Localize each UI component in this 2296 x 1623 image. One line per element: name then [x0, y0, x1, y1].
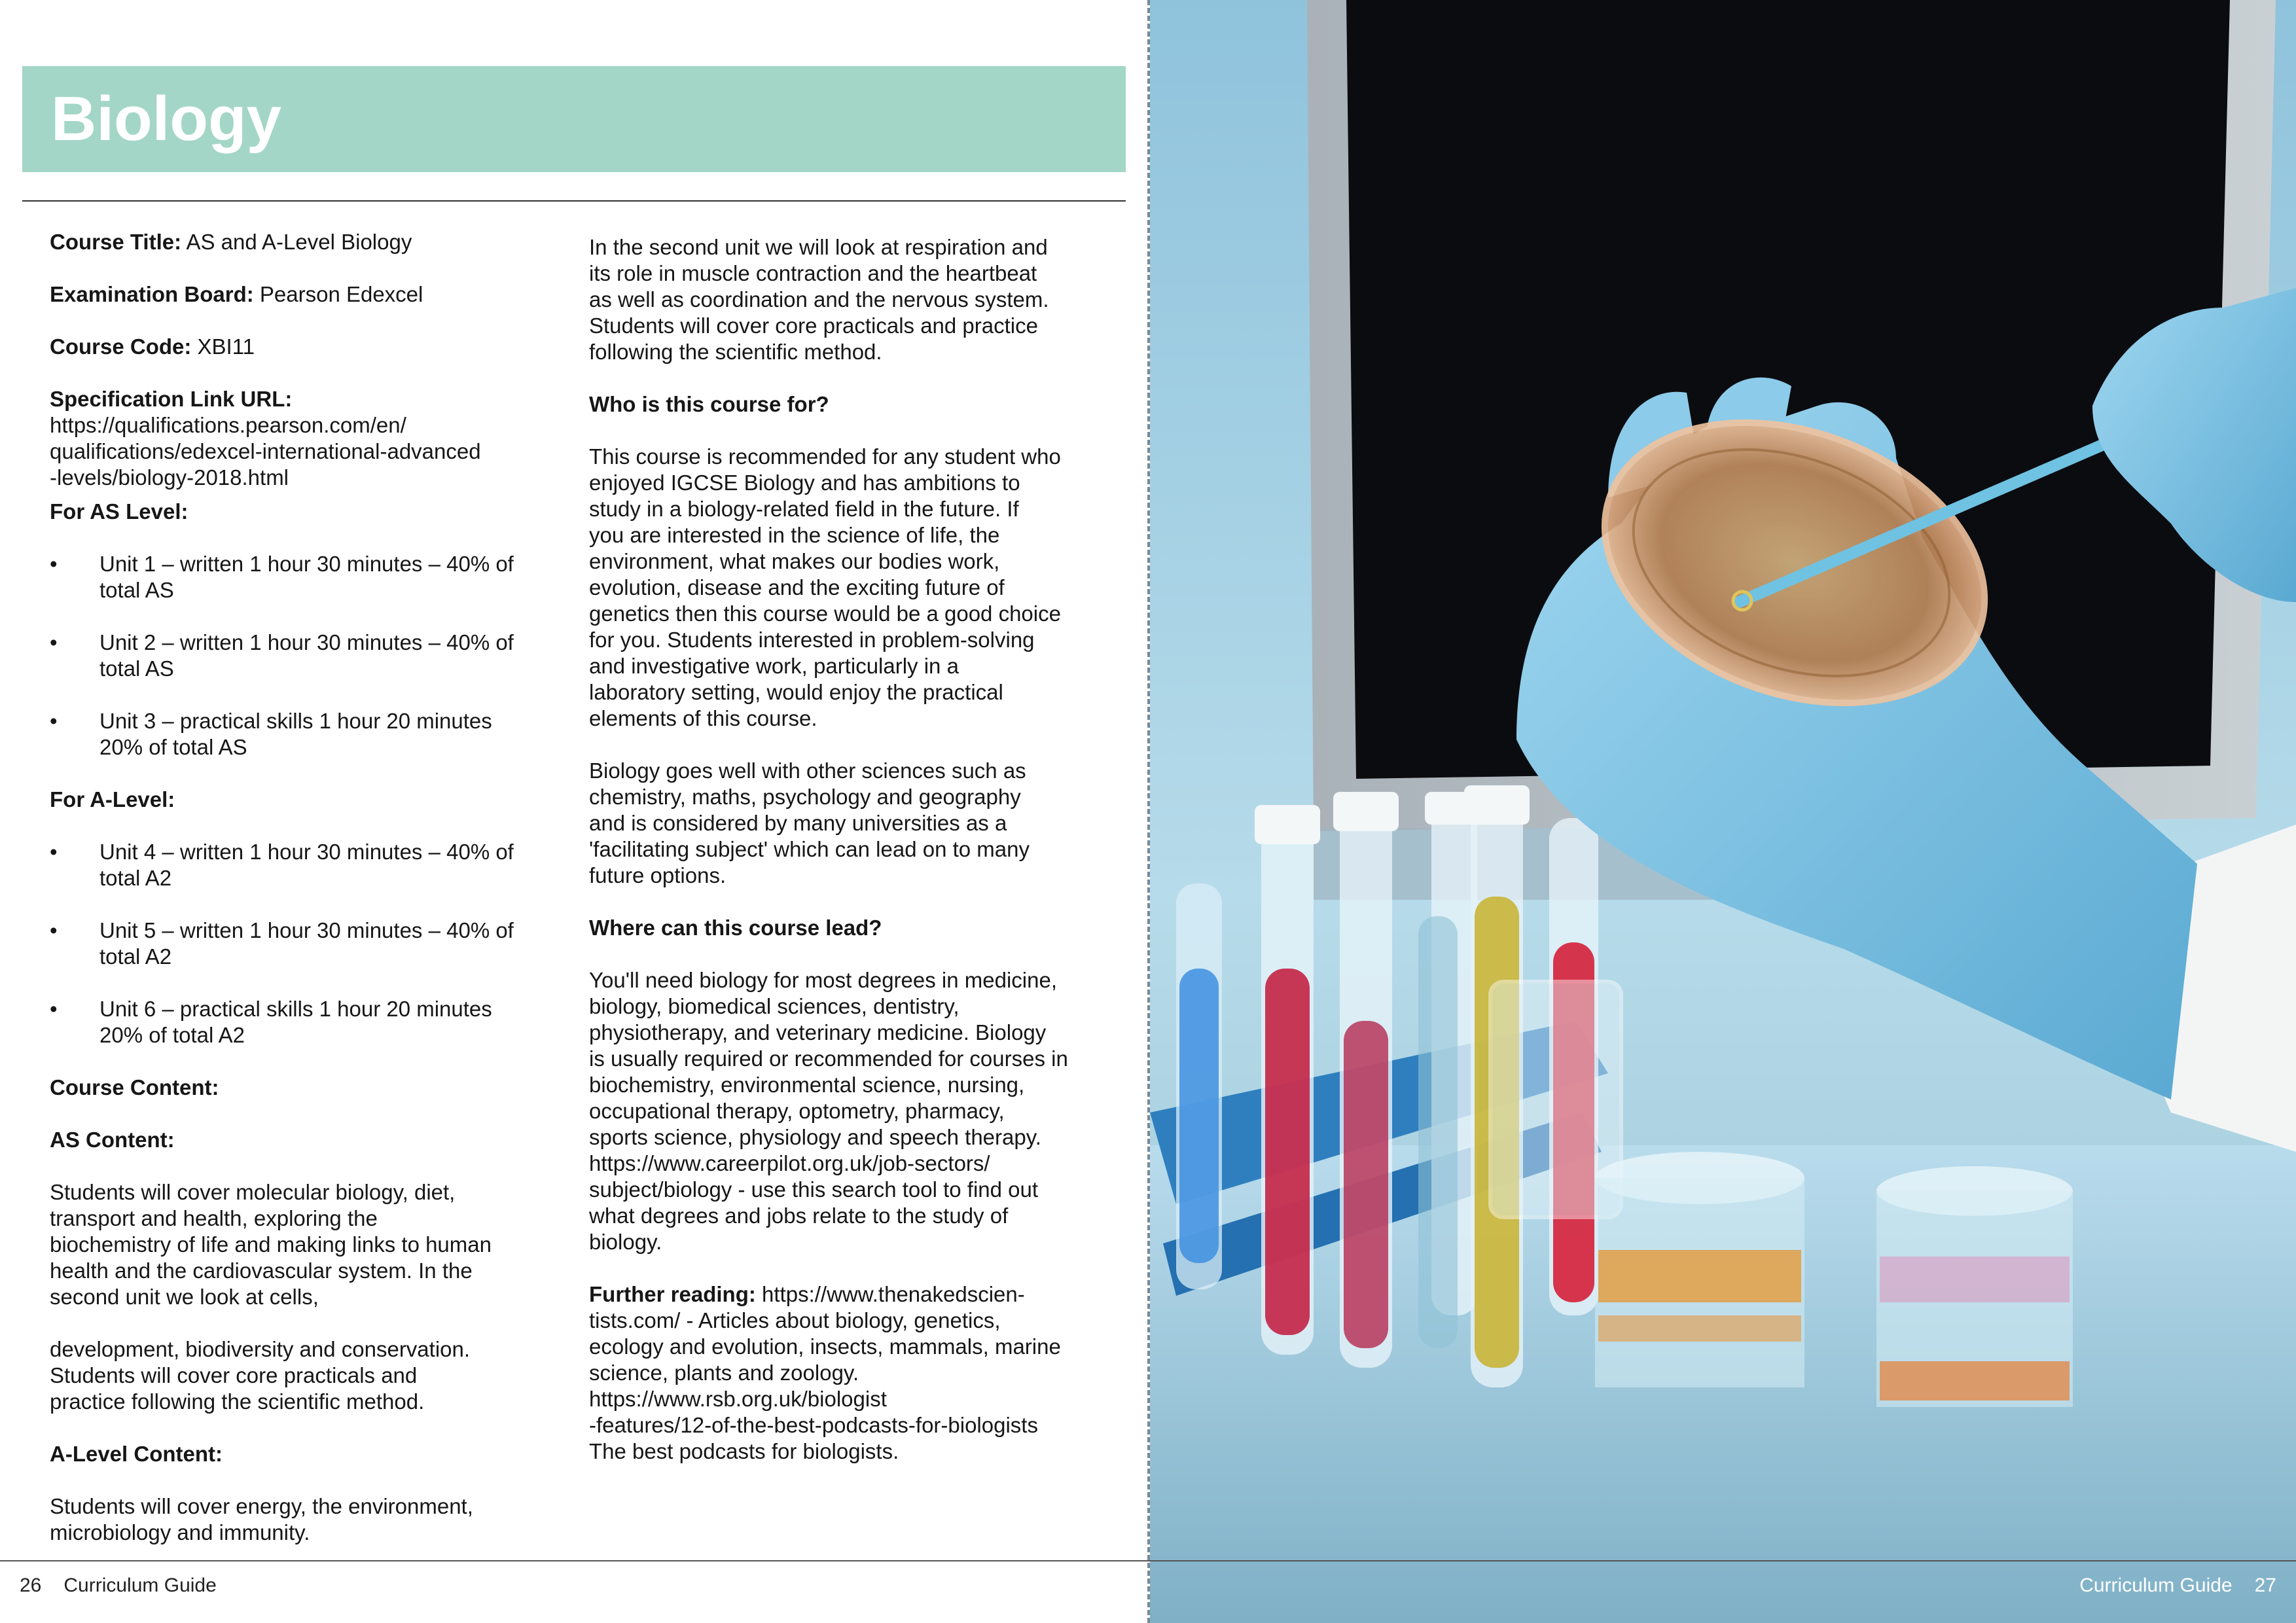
- a-unit-4-line1: Unit 4 – written 1 hour 30 minutes – 40% of: [99, 840, 514, 864]
- as-unit-item: [50, 630, 547, 682]
- as-content-paragraph-2: [50, 1336, 547, 1415]
- further-reading-label: Further reading:: [589, 1282, 756, 1306]
- footer-label-left: Curriculum Guide: [63, 1575, 217, 1596]
- text-line: practice following the scientific method.: [50, 1389, 425, 1414]
- text-line: elements of this course.: [589, 706, 817, 730]
- pink-medium: [1880, 1257, 2070, 1302]
- page-spread-divider: [1147, 0, 1150, 1623]
- top-divider: [22, 200, 1126, 202]
- orange-medium: [1598, 1315, 1801, 1342]
- text-line: is usually required or recommended for courses in: [589, 1046, 1068, 1071]
- text-line: science, plants and zoology.: [589, 1361, 859, 1385]
- lab-scientist-petri-dish-photo: [1150, 0, 2296, 1623]
- test-tube-liquid: [1265, 969, 1310, 1335]
- a-unit-6-line2: 20% of total A2: [99, 1023, 245, 1047]
- who-heading: Who is this course for?: [589, 392, 829, 416]
- bullet-icon: •: [50, 709, 58, 733]
- as-unit-3-line1: Unit 3 – practical skills 1 hour 20 minutes: [99, 709, 492, 733]
- text-line: sports science, physiology and speech therapy.: [589, 1125, 1041, 1149]
- text-line: you are interested in the science of life, the: [589, 523, 1000, 547]
- tube-cap: [1333, 792, 1399, 831]
- spec-link-block: [50, 386, 547, 491]
- course-title-value: AS and A-Level Biology: [181, 230, 412, 254]
- a-unit-item: [50, 839, 547, 891]
- text-line: health and the cardiovascular system. In the: [50, 1258, 473, 1283]
- text-line: and investigative work, particularly in a: [589, 654, 959, 678]
- test-tube-liquid: [1344, 1021, 1388, 1348]
- test-tube: [1418, 916, 1458, 1348]
- as-level-heading: For AS Level:: [50, 499, 188, 524]
- careerpilot-link[interactable]: https://www.careerpilot.org.uk/job-sectors/: [589, 1151, 990, 1175]
- course-code-label: Course Code:: [50, 334, 192, 359]
- title-band: [22, 66, 1126, 172]
- text-line: for you. Students interested in problem-solving: [589, 628, 1035, 652]
- intro-paragraph: [589, 234, 1113, 365]
- naked-scientists-link[interactable]: https://www.thenakedscien-: [755, 1282, 1025, 1306]
- text-line: transport and health, exploring the: [50, 1206, 378, 1230]
- text-line: ecology and evolution, insects, mammals, marine: [589, 1334, 1061, 1359]
- text-line: biochemistry, environmental science, nursing,: [589, 1073, 1025, 1097]
- text-line: and is considered by many universities as a: [589, 811, 1007, 835]
- a-level-heading: For A-Level:: [50, 787, 175, 812]
- text-line: future options.: [589, 863, 726, 887]
- text-line: occupational therapy, optometry, pharmacy,: [589, 1099, 1005, 1123]
- text-line: study in a biology-related field in the future. If: [589, 497, 1019, 521]
- as-content-paragraph: [50, 1179, 547, 1310]
- text-line: The best podcasts for biologists.: [589, 1439, 899, 1463]
- as-content-heading: AS Content:: [50, 1128, 175, 1152]
- a-level-content-paragraph: [50, 1493, 547, 1546]
- spec-link-url[interactable]: https://qualifications.pearson.com/en/: [50, 413, 406, 437]
- text-line: Students will cover energy, the environment,: [50, 1494, 473, 1518]
- a-unit-4-line2: total A2: [99, 866, 172, 890]
- as-unit-1-line1: Unit 1 – written 1 hour 30 minutes – 40% of: [99, 552, 514, 576]
- course-code-line: [50, 334, 547, 360]
- orange-medium: [1880, 1361, 2070, 1400]
- text-line: biology.: [589, 1230, 662, 1254]
- rsb-link-2[interactable]: -features/12-of-the-best-podcasts-for-biologists: [589, 1413, 1038, 1437]
- text-line: Students will cover core practicals and: [50, 1363, 418, 1387]
- as-unit-3-line2: 20% of total AS: [99, 735, 247, 759]
- who-paragraph: [589, 444, 1113, 732]
- bullet-icon: •: [50, 997, 58, 1021]
- text-line: biology, biomedical sciences, dentistry,: [589, 994, 960, 1018]
- text-line: subject/biology - use this search tool to find out: [589, 1177, 1039, 1202]
- footer-left: [20, 1575, 239, 1597]
- text-line: This course is recommended for any student who: [589, 444, 1061, 469]
- a-unit-6-line1: Unit 6 – practical skills 1 hour 20 minutes: [99, 997, 492, 1021]
- a-unit-5-line1: Unit 5 – written 1 hour 30 minutes – 40% of: [99, 918, 514, 942]
- tube-cap: [1255, 805, 1320, 844]
- footer-label-right: Curriculum Guide: [2079, 1575, 2233, 1596]
- orange-medium: [1598, 1250, 1801, 1302]
- text-line: its role in muscle contraction and the heartbeat: [589, 261, 1037, 285]
- as-unit-1-line2: total AS: [99, 578, 174, 602]
- as-unit-item: [50, 551, 547, 603]
- spec-link-label: Specification Link URL:: [50, 387, 293, 411]
- right-column: [589, 234, 1113, 1465]
- bullet-icon: •: [50, 552, 58, 576]
- lead-heading: Where can this course lead?: [589, 916, 882, 940]
- spec-link-url-2[interactable]: qualifications/edexcel-international-advanced: [50, 439, 481, 463]
- as-unit-item: [50, 708, 547, 760]
- course-title-line: [50, 229, 547, 255]
- bullet-icon: •: [50, 630, 58, 654]
- a-level-content-heading: A-Level Content:: [50, 1442, 223, 1466]
- text-line: laboratory setting, would enjoy the practical: [589, 680, 1003, 704]
- text-line: development, biodiversity and conservation.: [50, 1337, 471, 1361]
- exam-board-value: Pearson Edexcel: [253, 282, 423, 306]
- exam-board-line: [50, 281, 547, 308]
- text-line: Biology goes well with other sciences such as: [589, 758, 1026, 783]
- text-line: physiotherapy, and veterinary medicine. Biology: [589, 1020, 1047, 1044]
- text-line: You'll need biology for most degrees in medicine,: [589, 968, 1058, 992]
- rsb-link[interactable]: https://www.rsb.org.uk/biologist: [589, 1387, 887, 1411]
- spec-link-url-3[interactable]: -levels/biology-2018.html: [50, 465, 289, 490]
- a-unit-5-line2: total A2: [99, 944, 172, 969]
- text-line: biochemistry of life and making links to human: [50, 1232, 492, 1257]
- text-line: as well as coordination and the nervous system.: [589, 287, 1049, 312]
- text-line: tists.com/ - Articles about biology, genetics,: [589, 1308, 1001, 1332]
- text-line: In the second unit we will look at respiration and: [589, 235, 1048, 259]
- text-line: 'facilitating subject' which can lead on to many: [589, 837, 1030, 861]
- as-unit-2-line1: Unit 2 – written 1 hour 30 minutes – 40% of: [99, 630, 514, 654]
- text-line: second unit we look at cells,: [50, 1285, 319, 1309]
- page-title: Biology: [51, 84, 281, 154]
- tube-cap: [1464, 785, 1530, 825]
- page-number-left: 26: [20, 1575, 42, 1596]
- as-unit-2-line2: total AS: [99, 656, 174, 681]
- test-tube-liquid: [1179, 969, 1219, 1263]
- lab-photo-illustration: [1150, 0, 2296, 1623]
- course-title-label: Course Title:: [50, 230, 182, 254]
- left-column: [50, 229, 547, 1546]
- further-reading-first-line: [589, 1281, 1113, 1308]
- text-line: enjoyed IGCSE Biology and has ambitions to: [589, 471, 1020, 495]
- text-line: Students will cover molecular biology, diet,: [50, 1180, 456, 1204]
- a-unit-item: [50, 996, 547, 1048]
- text-line: evolution, disease and the exciting future of: [589, 575, 1005, 599]
- bullet-icon: •: [50, 918, 58, 942]
- page-number-right: 27: [2254, 1575, 2276, 1596]
- text-line: what degrees and jobs relate to the study of: [589, 1204, 1009, 1228]
- footer-right: [2057, 1575, 2276, 1597]
- footer-rule: [0, 1560, 2296, 1561]
- a-unit-item: [50, 918, 547, 970]
- text-line: Students will cover core practicals and practice: [589, 313, 1038, 338]
- course-code-value: XBI11: [191, 334, 255, 359]
- text-line: following the scientific method.: [589, 340, 882, 364]
- text-line: chemistry, maths, psychology and geography: [589, 785, 1021, 809]
- goes-well-paragraph: [589, 758, 1113, 889]
- exam-board-label: Examination Board:: [50, 282, 254, 306]
- lead-paragraph: [589, 967, 1113, 1255]
- text-line: microbiology and immunity.: [50, 1520, 310, 1544]
- text-line: environment, what makes our bodies work,: [589, 549, 1000, 573]
- text-line: genetics then this course would be a good choice: [589, 601, 1061, 626]
- bullet-icon: •: [50, 840, 58, 864]
- further-reading-paragraph: [589, 1281, 1113, 1465]
- course-content-heading: Course Content:: [50, 1075, 219, 1099]
